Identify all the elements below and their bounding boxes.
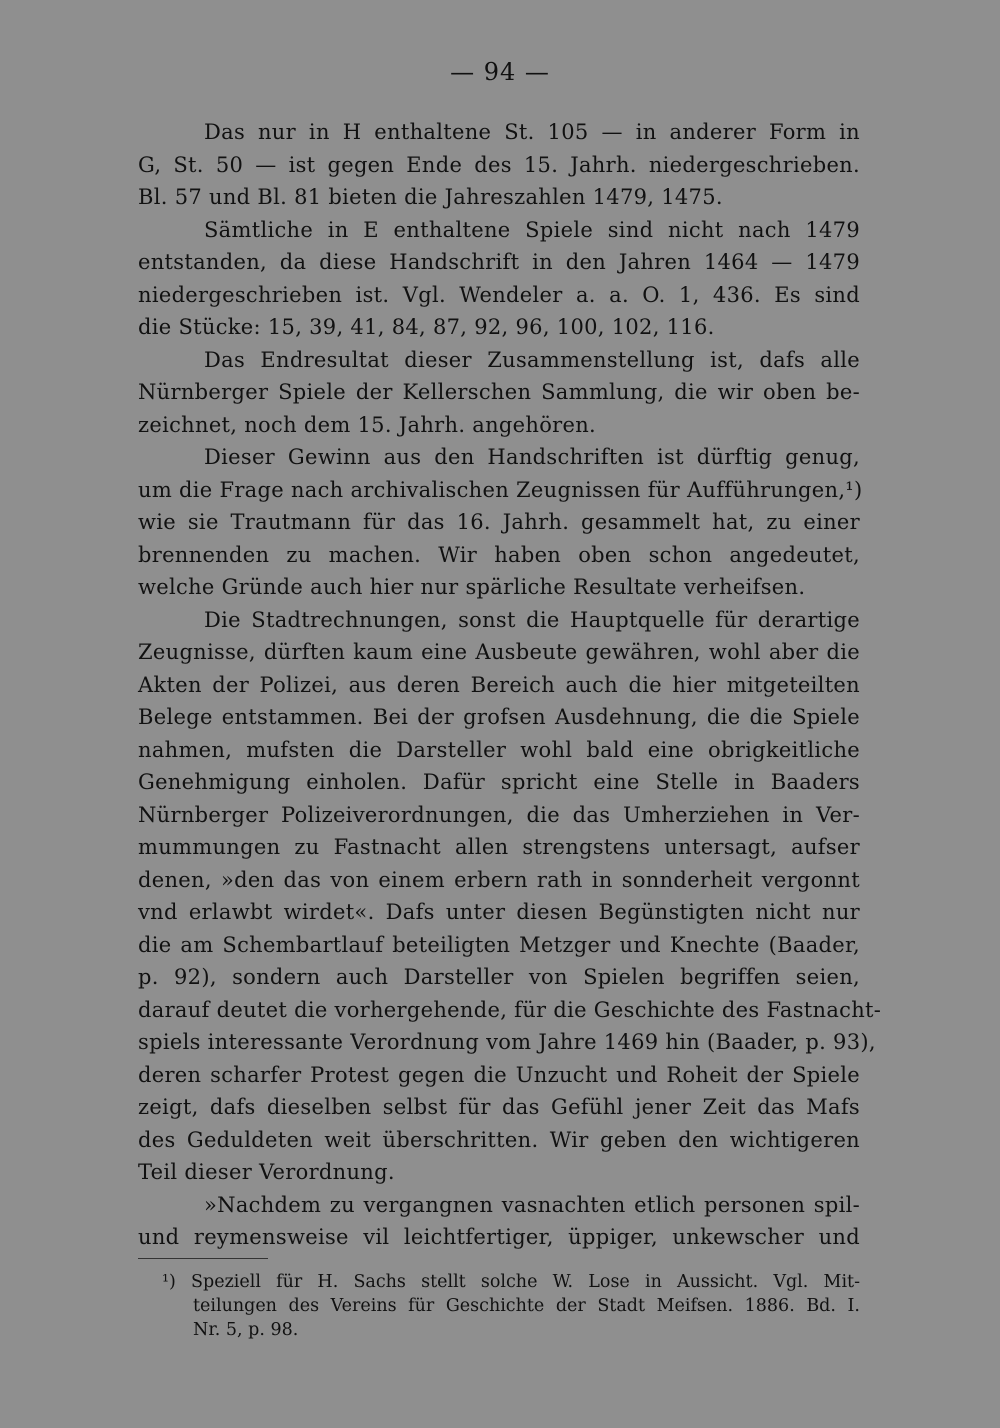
text-line: zeigt, dafs dieselben selbst für das Gefühl jener Zeit das Mafs (138, 1095, 860, 1119)
text-line: Akten der Polizei, aus deren Bereich auch die hier mitgeteilten (138, 672, 860, 697)
page-number: — 94 — (450, 58, 550, 86)
text-line: die Stücke: 15, 39, 41, 84, 87, 92, 96, 100, 102, 116. (138, 315, 715, 339)
text-line: des Geduldeten weit überschritten. Wir geben den wichtigeren (138, 1127, 860, 1152)
text-line: vnd erlawbt wirdet«. Dafs unter diesen Begünstigten nicht nur (138, 900, 860, 924)
text-line: welche Gründe auch hier nur spärliche Resultate verheifsen. (138, 575, 806, 599)
text-line: Genehmigung einholen. Dafür spricht eine Stelle in Baaders (138, 770, 860, 794)
text-line: zeichnet, noch dem 15. Jahrh. angehören. (138, 412, 597, 437)
text-line: Die Stadtrechnungen, sonst die Hauptquelle für derartige (204, 607, 860, 632)
text-line: Nürnberger Spiele der Kellerschen Sammlung, die wir oben be- (138, 380, 860, 404)
text-line: darauf deutet die vorhergehende, für die Geschichte des Fastnacht- (138, 997, 882, 1022)
text-line: Bl. 57 und Bl. 81 bieten die Jahreszahlen 1479, 1475. (138, 185, 723, 209)
text-line: denen, »den das von einem erbern rath in sonnderheit vergonnt (138, 867, 860, 892)
text-line: um die Frage nach archivalischen Zeugnissen für Aufführungen,¹) (138, 477, 863, 502)
footnote-line: teilungen des Vereins für Geschichte der Stadt Meifsen. 1886. Bd. I. (193, 1296, 860, 1316)
text-line: Zeugnisse, dürften kaum eine Ausbeute gewähren, wohl aber die (138, 640, 860, 664)
text-line: Nürnberger Polizeiverordnungen, die das Umherziehen in Ver- (138, 802, 860, 827)
footnote-line: Nr. 5, p. 98. (193, 1320, 299, 1340)
text-line: p. 92), sondern auch Darsteller von Spielen begriffen seien, (138, 965, 860, 989)
text-line: Das nur in H enthaltene St. 105 — in anderer Form in (204, 120, 860, 144)
text-line: spiels interessante Verordnung vom Jahre 1469 hin (Baader, p. 93), (138, 1030, 876, 1054)
text-line: brennenden zu machen. Wir haben oben schon angedeutet, (138, 542, 860, 567)
text-line: nahmen, mufsten die Darsteller wohl bald eine obrigkeitliche (138, 737, 860, 762)
text-line: deren scharfer Protest gegen die Unzucht und Roheit der Spiele (138, 1062, 860, 1087)
footnotes (162, 1270, 860, 1342)
text-line: mummungen zu Fastnacht allen strengstens untersagt, aufser (138, 835, 860, 859)
text-line: die am Schembartlauf beteiligten Metzger und Knechte (Baader, (138, 932, 860, 957)
text-line: Belege entstammen. Bei der grofsen Ausdehnung, die die Spiele (138, 705, 860, 729)
text-line: G, St. 50 — ist gegen Ende des 15. Jahrh. niedergeschrieben. (138, 152, 860, 177)
text-line: niedergeschrieben ist. Vgl. Wendeler a. a. O. 1, 436. Es sind (138, 282, 860, 307)
text-line: Das Endresultat dieser Zusammenstellung ist, dafs alle (204, 347, 860, 372)
body-text (138, 116, 882, 1254)
footnote-line: ¹) Speziell für H. Sachs stellt solche W. Lose in Aussicht. Vgl. Mit- (162, 1272, 860, 1292)
footnote-rule (138, 1258, 268, 1259)
text-line: Sämtliche in E enthaltene Spiele sind nicht nach 1479 (204, 217, 860, 242)
text-line: wie sie Trautmann für das 16. Jahrh. gesammelt hat, zu einer (138, 510, 860, 534)
text-line: und reymensweise vil leichtfertiger, üppiger, unkewscher und (138, 1225, 860, 1249)
text-line: Teil dieser Verordnung. (138, 1160, 395, 1184)
text-line: entstanden, da diese Handschrift in den Jahren 1464 — 1479 (138, 250, 860, 274)
text-line: »Nachdem zu vergangnen vasnachten etlich personen spil- (204, 1192, 860, 1217)
text-line: Dieser Gewinn aus den Handschriften ist dürftig genug, (204, 445, 860, 469)
